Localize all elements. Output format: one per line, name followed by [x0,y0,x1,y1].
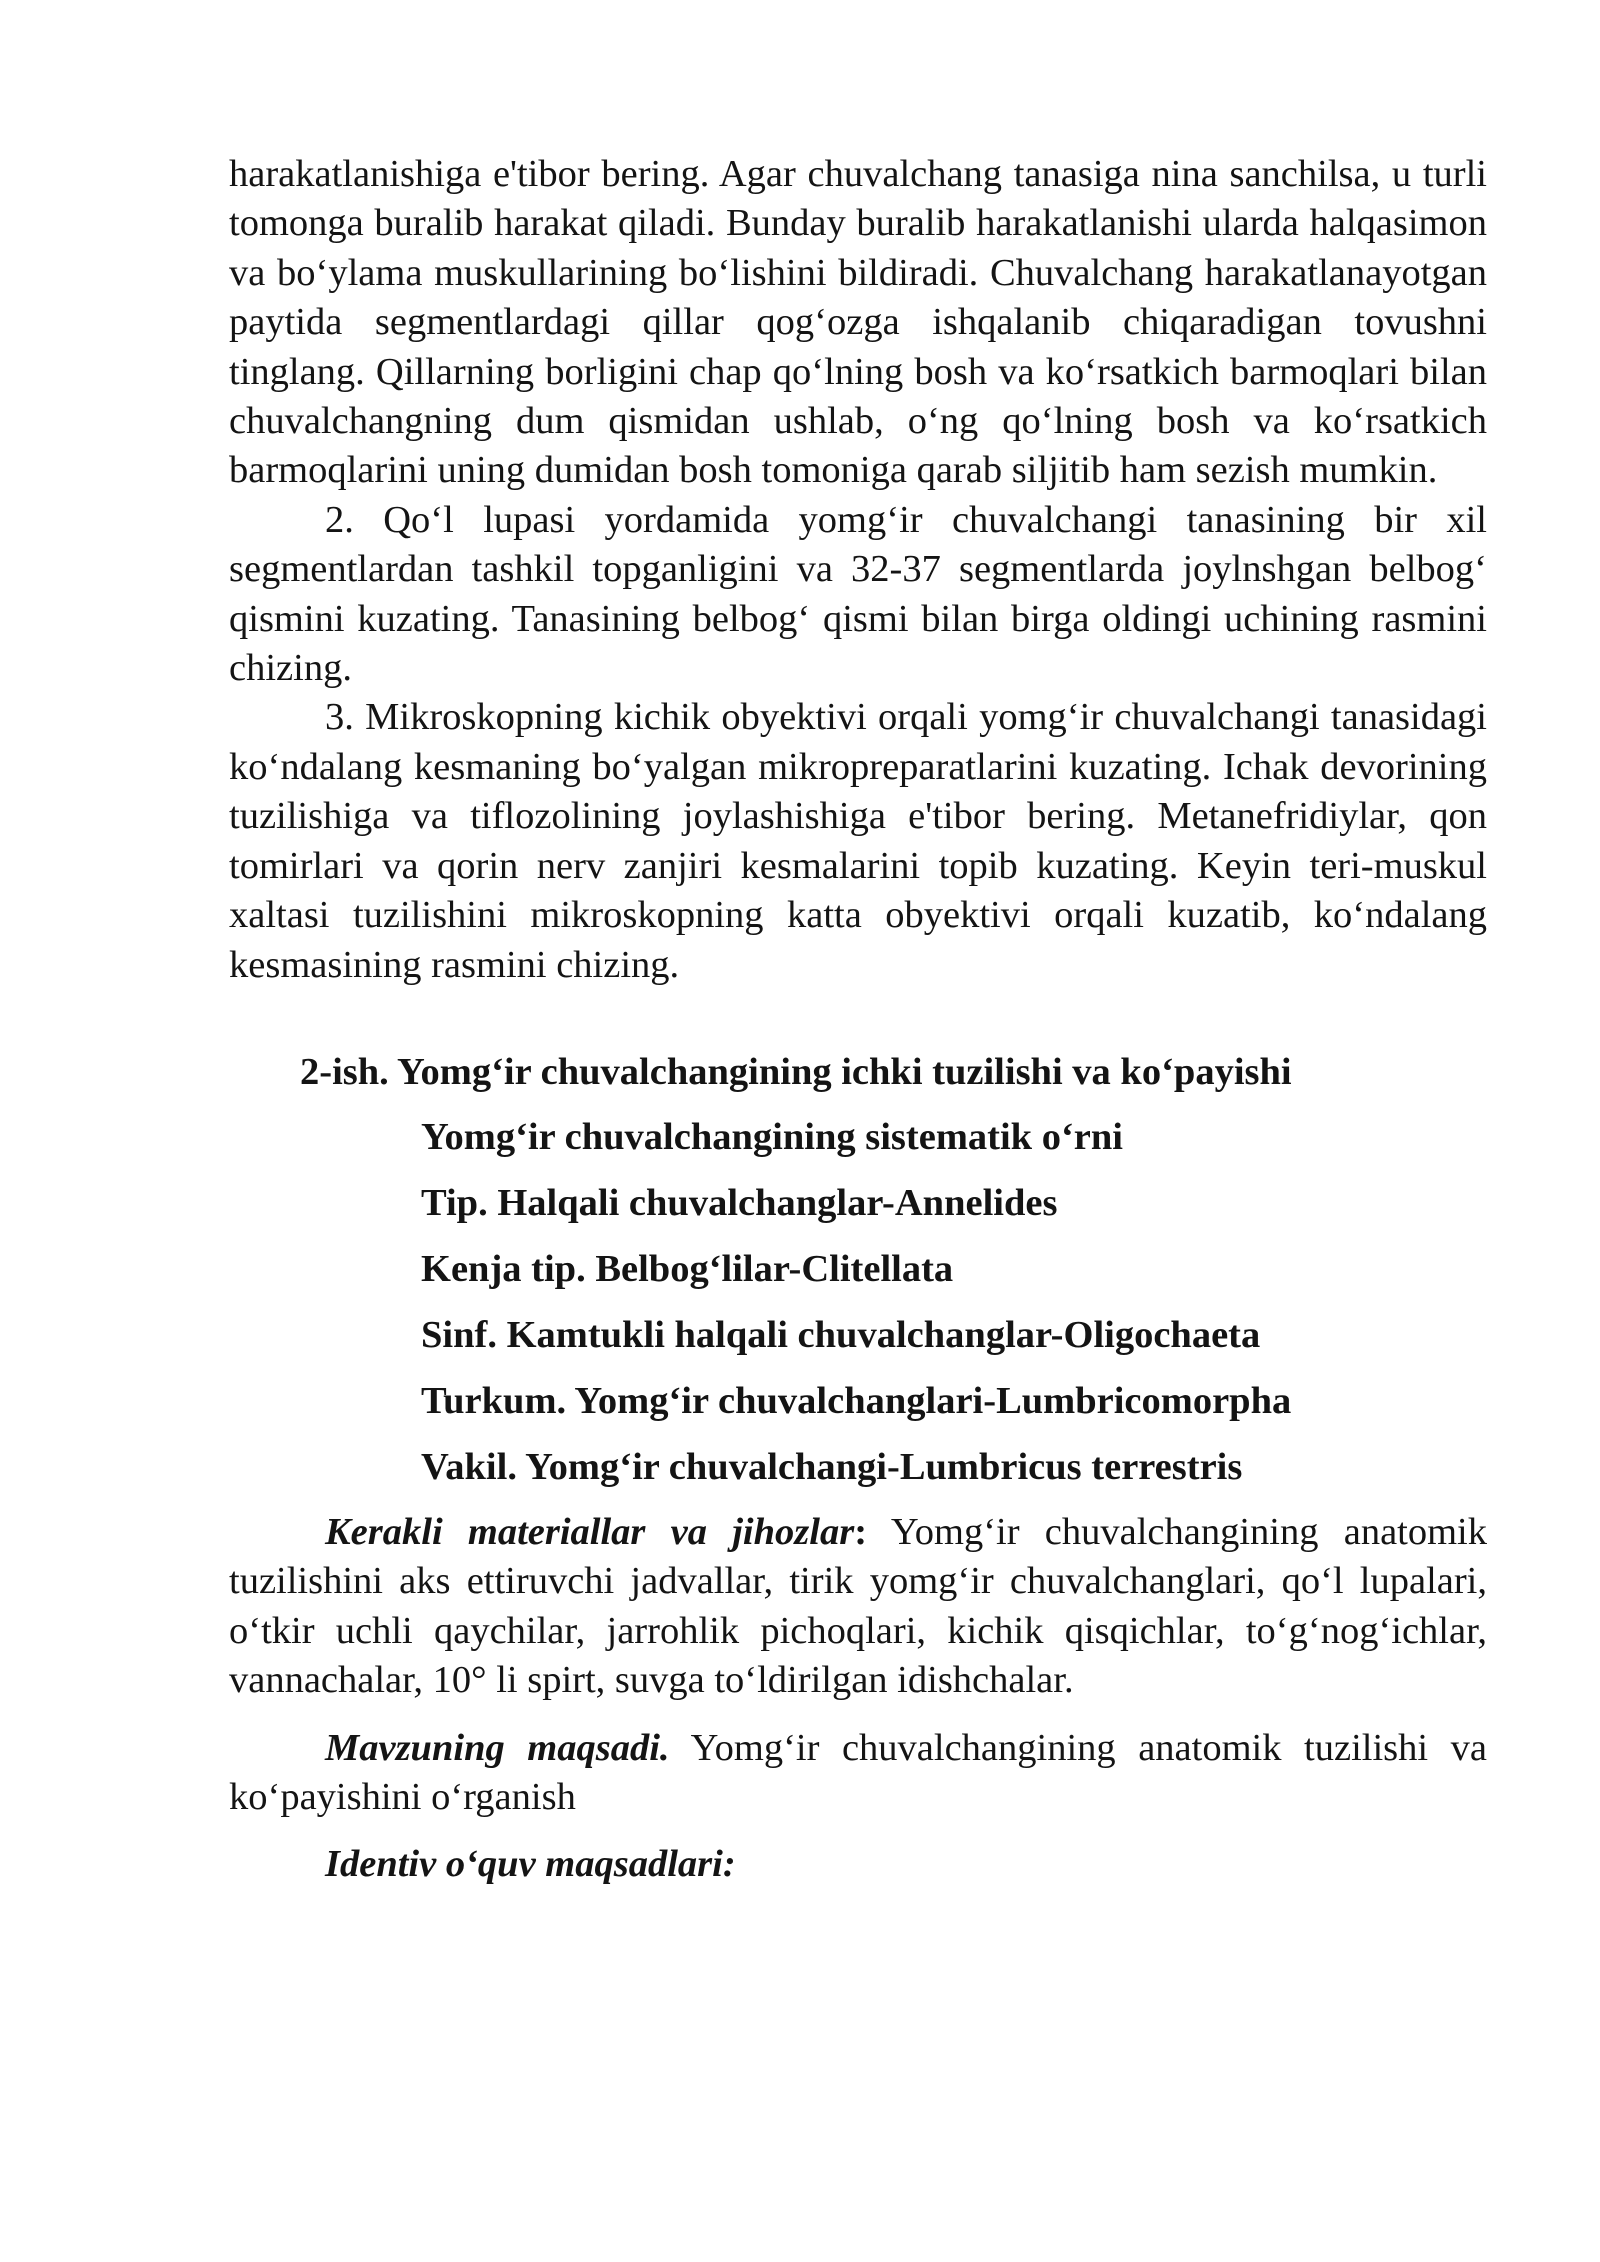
taxonomy-phylum: Tip. Halqali chuvalchanglar-Annelides [421,1181,1058,1224]
goal-text: Yomg‘ir chuvalchangining anatomik tuzilishi va ko‘payishini o‘rganish [229,1726,1487,1818]
paragraph-step-2: 2. Qo‘l lupasi yordamida yomg‘ir chuvalchangi tanasining bir xil segmentlardan tashkil topganligini va 32-37 segmentlarda joylnshgan belbog‘ qismini kuzating. Tanasining belbog‘ qismi bilan birga oldingi uchining rasmini chizing. [229,498,1487,690]
taxonomy-class: Sinf. Kamtukli halqali chuvalchanglar-Oligochaeta [421,1313,1261,1356]
materials-colon: : [854,1510,868,1553]
taxonomy-representative: Vakil. Yomg‘ir chuvalchangi-Lumbricus terrestris [421,1445,1243,1488]
materials-text: Yomg‘ir chuvalchangining anatomik tuzilishini aks ettiruvchi jadvallar, tirik yomg‘ir chuvalchanglari, qo‘l lupalari, o‘tkir uchli qaychilar, jarrohlik pichoqlari, kichik qisqichlar, to‘g‘nog‘ichlar, vannachalar, 10° li spirt, suvga to‘ldirilgan idishchalar. [229,1510,1488,1702]
objectives-paragraph [229,1840,1487,1889]
paragraph-body-1: harakatlanishiga e'tibor bering. Agar chuvalchang tanasiga nina sanchilsa, u turli tomonga buralib harakat qiladi. Bunday buralib harakatlanishi ularda halqasimon va bo‘ylama muskullarining bo‘lishini bildiradi. Chuvalchang harakatlanayotgan paytida segmentlardagi qillar qog‘ozga ishqalanib chiqaradigan tovushni tinglang. Qillarning borligini chap qo‘lning bosh va ko‘rsatkich barmoqlari bilan chuvalchangning dum qismidan ushlab, o‘ng qo‘lning bosh va ko‘rsatkich barmoqlarini uning dumidan bosh tomoniga qarab siljitib ham sezish mumkin. [229,153,1487,492]
taxonomy-subphylum: Kenja tip. Belbog‘lilar-Clitellata [421,1247,954,1290]
taxonomy-order: Turkum. Yomg‘ir chuvalchanglari-Lumbricomorpha [421,1379,1292,1422]
goal-paragraph [229,1724,1487,1823]
materials-paragraph [229,1508,1487,1706]
materials-label: Kerakli materiallar va jihozlar [325,1510,855,1553]
document-page [229,150,1487,1890]
section-title: 2-ish. Yomg‘ir chuvalchangining ichki tuzilishi va ko‘payishi [300,1050,1292,1093]
taxonomy-heading: Yomg‘ir chuvalchangining sistematik o‘rni [421,1115,1123,1158]
paragraph-step-3: 3. Mikroskopning kichik obyektivi orqali yomg‘ir chuvalchangi tanasidagi ko‘ndalang kesmaning bo‘yalgan mikropreparatlarini kuzating. Ichak devorining tuzilishiga va tiflozolining joylashishiga e'tibor bering. Metanefridiylar, qon tomirlari va qorin nerv zanjiri kesmalarini topib kuzating. Keyin teri-muskul xaltasi tuzilishini mikroskopning katta obyektivi orqali kuzatib, ko‘ndalang kesmasining rasmini chizing. [229,696,1487,986]
objectives-label: Identiv o‘quv maqsadlari: [325,1843,736,1886]
goal-label: Mavzuning maqsadi. [325,1726,670,1769]
